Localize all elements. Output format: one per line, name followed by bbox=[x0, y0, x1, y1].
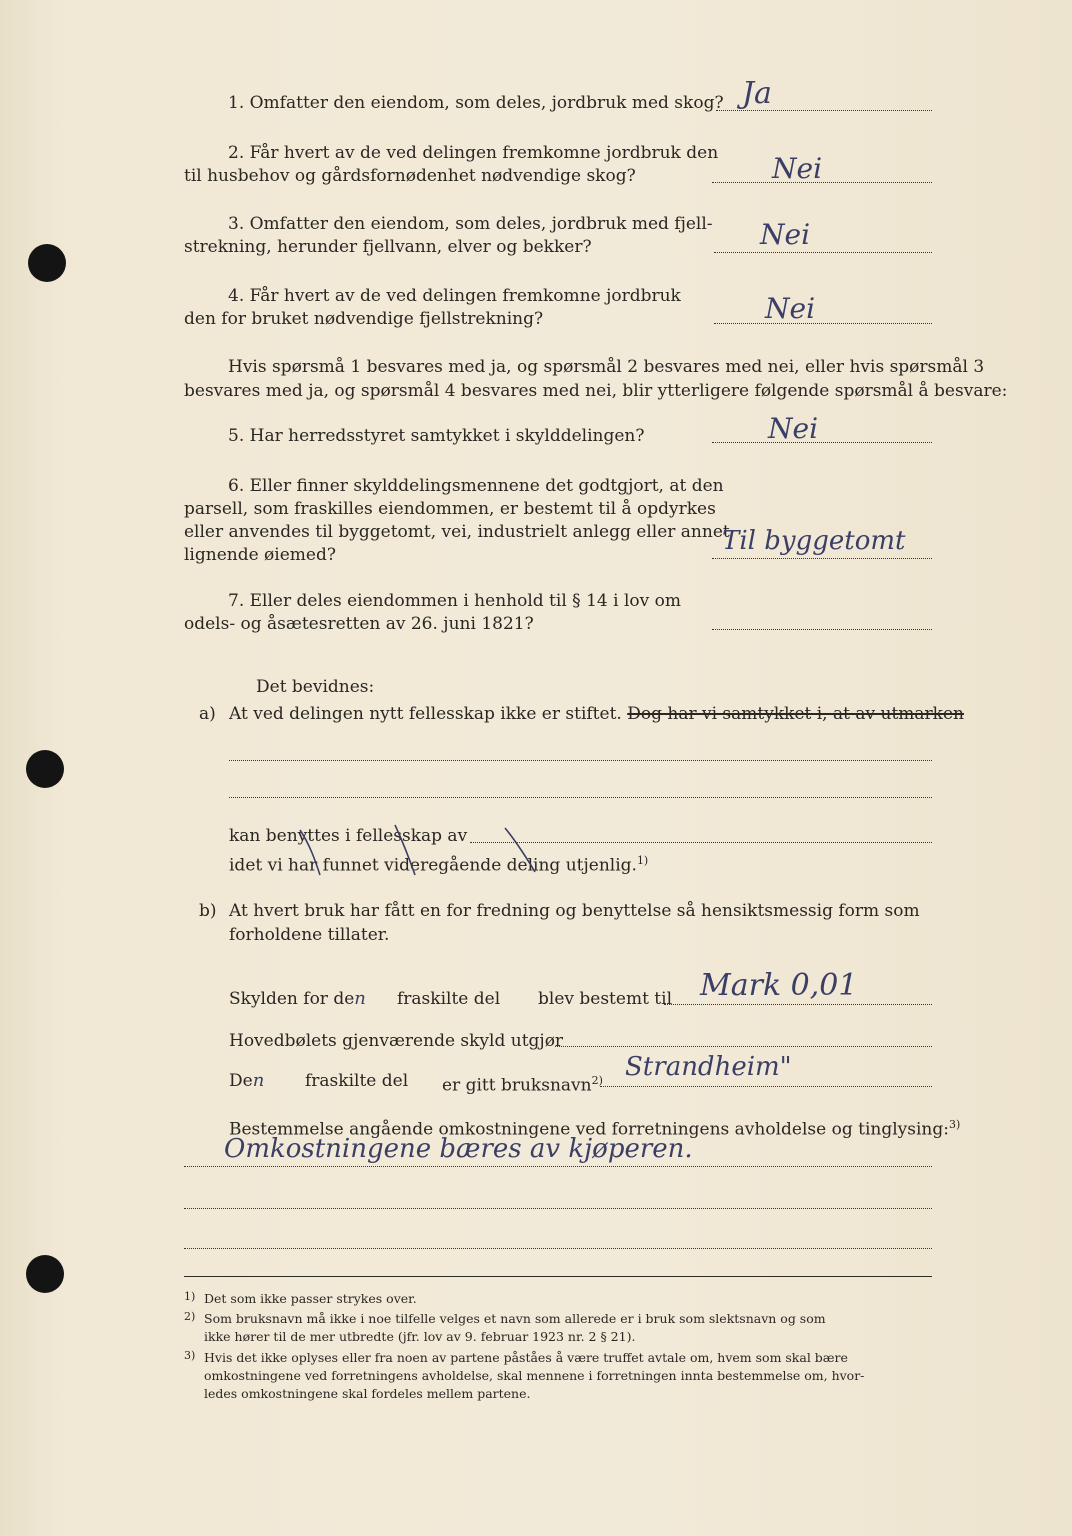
answer-line-7 bbox=[712, 629, 932, 630]
item-a-label: a) bbox=[199, 704, 216, 724]
footnote-3-mark: 3) bbox=[184, 1349, 196, 1362]
question-7-line-2: odels- og åsætesretten av 26. juni 1821? bbox=[184, 614, 534, 634]
item-a-struck-text: Dog har vi samtykket i, at av utmarken bbox=[627, 704, 964, 724]
bestemmelse-footnote-ref: 3) bbox=[948, 1118, 961, 1131]
question-3-line-1: 3. Omfatter den eiendom, som deles, jordbruk med fjell- bbox=[228, 214, 713, 234]
hovedbol-label: Hovedbølets gjenværende skyld utgjør bbox=[229, 1031, 564, 1051]
footnote-3-line-2: omkostningene ved forretningens avholdelse, skal mennene i forretningen innta bestemmelse om, hvor- bbox=[204, 1368, 865, 1383]
punch-hole-middle bbox=[26, 750, 64, 788]
skyld-label-text: Skylden for de bbox=[229, 989, 355, 1009]
item-b-line-2: forholdene tillater. bbox=[229, 925, 390, 945]
footnote-2-mark: 2) bbox=[184, 1310, 196, 1323]
question-5: 5. Har herredsstyret samtykket i skylddelingen? bbox=[228, 426, 645, 446]
fellesskap-line-2 bbox=[229, 797, 932, 798]
answer-1-handwritten: Ja bbox=[742, 76, 772, 111]
skyld-bestemt-text: blev bestemt til bbox=[538, 989, 673, 1009]
question-6-line-4: lignende øiemed? bbox=[184, 545, 336, 565]
bestemmelse-label-text: Bestemmelse angående omkostningene ved forretningens avholdelse og tinglysing: bbox=[229, 1119, 949, 1140]
item-b-line-1: At hvert bruk har fått en for fredning og benyttelse så hensiktsmessig form som bbox=[229, 901, 920, 921]
punch-hole-top bbox=[28, 244, 66, 282]
answer-3-handwritten: Nei bbox=[760, 218, 811, 251]
bestemmelse-line-2 bbox=[184, 1208, 932, 1209]
question-7-line-1: 7. Eller deles eiendommen i henhold til § 14 i lov om bbox=[228, 591, 681, 611]
answer-5-handwritten: Nei bbox=[768, 412, 819, 445]
answer-2-handwritten: Nei bbox=[772, 152, 823, 185]
answer-6-handwritten: Til byggetomt bbox=[722, 526, 906, 556]
bruksnavn-value-line bbox=[600, 1086, 932, 1087]
skyld-label-handwritten: n bbox=[354, 988, 366, 1009]
skyld-fraskilte-text: fraskilte del bbox=[397, 989, 501, 1009]
answer-line-4 bbox=[714, 323, 932, 324]
item-b-label: b) bbox=[199, 901, 217, 921]
punch-hole-bottom bbox=[26, 1255, 64, 1293]
den-footnote-ref: 2) bbox=[591, 1074, 603, 1087]
bestemmelse-line-1 bbox=[184, 1166, 932, 1167]
item-a-statement: At ved delingen nytt fellesskap ikke er stiftet. bbox=[229, 704, 622, 724]
fellesskap-line-1 bbox=[229, 760, 932, 761]
hovedbol-value-line bbox=[555, 1046, 932, 1047]
idet-struck-text: idet vi har funnet videregående deling utjenlig. bbox=[229, 855, 637, 876]
answer-line-6 bbox=[712, 558, 932, 559]
den-fraskilte-text: fraskilte del bbox=[305, 1071, 409, 1091]
skyld-value-line bbox=[664, 1004, 932, 1005]
question-4-line-2: den for bruket nødvendige fjellstrekning? bbox=[184, 309, 544, 329]
kan-benyttes-text: kan benyttes i fellesskap av bbox=[229, 826, 468, 846]
idet-footnote-ref: 1) bbox=[636, 854, 649, 867]
question-6-line-2: parsell, som fraskilles eiendommen, er bestemt til å opdyrkes bbox=[184, 499, 716, 519]
footnote-3-line-3: ledes omkostningene skal fordeles mellem partene. bbox=[204, 1386, 531, 1401]
den-bruksnavn-label: er gitt bruksnavn bbox=[442, 1075, 592, 1096]
skyld-value-handwritten: Mark 0,01 bbox=[700, 968, 858, 1003]
footnote-3-line-1: Hvis det ikke oplyses eller fra noen av partene påståes å være truffet avtale om, hvem som skal bære bbox=[204, 1350, 848, 1365]
handwritten-strikethrough bbox=[290, 820, 560, 880]
den-bruksnavn-text bbox=[442, 1070, 603, 1097]
bestemmelse-line-3 bbox=[184, 1248, 932, 1249]
den-label bbox=[229, 1070, 264, 1092]
bestemmelse-value-handwritten: Omkostningene bæres av kjøperen. bbox=[224, 1134, 693, 1164]
question-6-line-3: eller anvendes til byggetomt, vei, industrielt anlegg eller annet bbox=[184, 522, 730, 542]
question-3-line-2: strekning, herunder fjellvann, elver og bekker? bbox=[184, 237, 592, 257]
footnote-2-line-2: ikke hører til de mer utbredte (jfr. lov av 9. februar 1923 nr. 2 § 21). bbox=[204, 1329, 636, 1344]
footnote-1-mark: 1) bbox=[184, 1290, 196, 1303]
den-label-handwritten: n bbox=[252, 1070, 265, 1091]
footnote-separator bbox=[184, 1276, 932, 1277]
intro-line-1: Hvis spørsmå 1 besvares med ja, og spørsmål 2 besvares med nei, eller hvis spørsmål 3 bbox=[228, 357, 985, 377]
question-1: 1. Omfatter den eiendom, som deles, jordbruk med skog? bbox=[228, 93, 724, 113]
question-4-line-1: 4. Får hvert av de ved delingen fremkomne jordbruk bbox=[228, 286, 681, 306]
item-a-text bbox=[229, 703, 964, 725]
question-6-line-1: 6. Eller finner skylddelingsmennene det godtgjort, at den bbox=[228, 476, 724, 496]
bevidnes-heading: Det bevidnes: bbox=[256, 677, 375, 697]
den-label-text: De bbox=[229, 1071, 253, 1091]
answer-line-5 bbox=[712, 442, 932, 443]
footnote-2-line-1: Som bruksnavn må ikke i noe tilfelle velges et navn som allerede er i bruk som slektsnavn og som bbox=[204, 1311, 826, 1326]
intro-line-2: besvares med ja, og spørsmål 4 besvares med nei, blir ytterligere følgende spørsmål å besvare: bbox=[184, 381, 1008, 401]
footnote-1-text: Det som ikke passer strykes over. bbox=[204, 1291, 417, 1306]
question-2-line-2: til husbehov og gårdsfornødenhet nødvendige skog? bbox=[184, 166, 636, 186]
skyld-label bbox=[229, 988, 366, 1010]
answer-line-3 bbox=[714, 252, 932, 253]
answer-4-handwritten: Nei bbox=[765, 292, 816, 325]
question-2-line-1: 2. Får hvert av de ved delingen fremkomne jordbruk den bbox=[228, 143, 719, 163]
bruksnavn-value-handwritten: Strandheim" bbox=[625, 1052, 792, 1082]
